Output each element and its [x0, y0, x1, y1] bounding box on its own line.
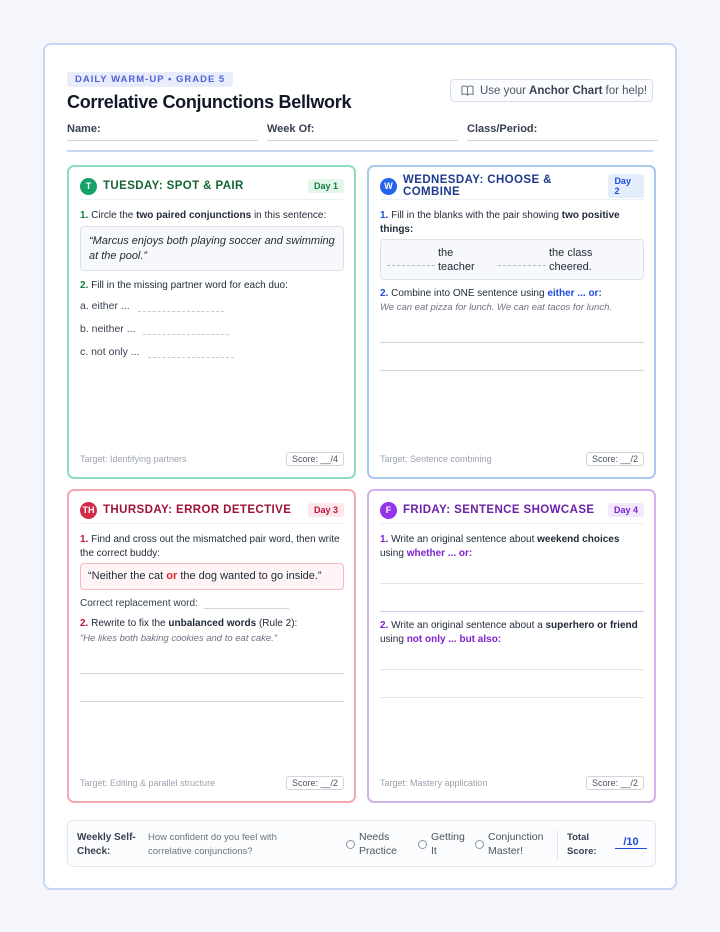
q-text: Combine into ONE sentence using: [391, 288, 545, 299]
radio-button[interactable]: [418, 840, 427, 849]
wednesday-q1: [380, 209, 644, 237]
blank-2[interactable]: [498, 265, 546, 266]
option-text: Getting: [431, 831, 465, 843]
wednesday-header: [380, 174, 644, 200]
thursday-score[interactable]: Score: __/2: [286, 776, 344, 790]
wednesday-hint: We can eat pizza for lunch. We can eat tacos for lunch.: [380, 302, 612, 313]
friday-score[interactable]: Score: __/2: [586, 776, 644, 790]
q-text: Find and cross out the mismatched pair word, then write the correct buddy:: [80, 534, 340, 559]
q-text: Fill in the blanks with the pair showing: [391, 210, 559, 221]
wednesday-footer: [380, 451, 644, 467]
option-needs-practice[interactable]: [346, 830, 397, 858]
question-line: How confident do you feel with: [148, 832, 277, 843]
thursday-target: Target: Editing & parallel structure: [80, 778, 216, 788]
label-line: Check:: [77, 846, 111, 857]
q-text: in this sentence:: [253, 210, 327, 221]
total-score-label: [567, 831, 597, 859]
q-text: Circle the: [91, 210, 134, 221]
friday-badge: F: [380, 502, 397, 519]
option-text: Conjunction: [488, 831, 544, 843]
radio-button[interactable]: [475, 840, 484, 849]
name-label: Name:: [67, 123, 101, 135]
q-pair: whether ... or:: [406, 548, 473, 559]
q-text: Write an original sentence about: [391, 534, 535, 545]
q-number: 1.: [80, 534, 89, 545]
divider: [557, 830, 558, 860]
box-part-2: the class cheered.: [549, 247, 593, 273]
self-check-label: [77, 831, 136, 859]
tuesday-q2: [80, 279, 344, 293]
wednesday-day: Day 2: [608, 174, 644, 198]
writing-line[interactable]: [380, 669, 644, 670]
thursday-badge: TH: [80, 502, 97, 519]
tuesday-footer: [80, 451, 344, 467]
thursday-hint: “He likes both baking cookies and to eat cake.”: [80, 633, 277, 644]
option-conjunction-master[interactable]: [475, 830, 543, 858]
answer-blank[interactable]: [148, 348, 234, 358]
thursday-q2: [80, 617, 344, 631]
thursday-title: THURSDAY: ERROR DETECTIVE: [103, 504, 292, 516]
tuesday-q1: [80, 209, 344, 223]
q-number: 1.: [80, 210, 89, 221]
weekly-self-check: [67, 820, 656, 867]
wednesday-fill-box: [380, 239, 644, 280]
thursday-footer: [80, 775, 344, 791]
q-number: 2.: [380, 620, 389, 631]
q-pair: not only ... but also:: [406, 634, 502, 645]
anchor-pre: Use your: [480, 84, 527, 97]
q-bold: unbalanced words: [168, 618, 257, 629]
option-text: It: [431, 845, 437, 857]
class-label: Class/Period:: [467, 123, 538, 135]
total-score-value[interactable]: /10: [615, 836, 647, 849]
q-number: 2.: [80, 280, 89, 291]
wednesday-title: WEDNESDAY: CHOOSE & COMBINE: [403, 174, 552, 198]
box-part-1: the teacher: [438, 247, 475, 273]
tuesday-card: [67, 165, 356, 479]
item-label: a. either ...: [80, 300, 130, 312]
tuesday-title: TUESDAY: SPOT & PAIR: [103, 180, 244, 192]
total-line: Total: [567, 832, 589, 843]
total-line: Score:: [567, 846, 597, 857]
page-title: Correlative Conjunctions Bellwork: [67, 92, 352, 112]
class-field[interactable]: [467, 123, 658, 141]
q-bold: weekend choices: [537, 534, 620, 545]
writing-line[interactable]: [380, 697, 644, 698]
tuesday-score[interactable]: Score: __/4: [286, 452, 344, 466]
thursday-card: [67, 489, 356, 803]
wednesday-badge: W: [380, 178, 397, 195]
anchor-post: for help!: [605, 84, 648, 97]
writing-line[interactable]: [80, 701, 344, 702]
wednesday-score[interactable]: Score: __/2: [586, 452, 644, 466]
q-text: using: [380, 634, 404, 645]
tuesday-target: Target: Identifying partners: [80, 454, 187, 464]
friday-title: FRIDAY: SENTENCE SHOWCASE: [403, 504, 595, 516]
writing-line[interactable]: [380, 583, 644, 584]
friday-target: Target: Mastery application: [380, 778, 488, 788]
tuesday-item-b[interactable]: [80, 323, 229, 335]
wednesday-q2: [380, 287, 644, 301]
tuesday-item-c[interactable]: [80, 346, 234, 358]
label-line: Weekly Self-: [77, 832, 136, 843]
item-label: b. neither ...: [80, 323, 136, 335]
wednesday-target: Target: Sentence combining: [380, 454, 492, 464]
tuesday-badge: T: [80, 178, 97, 195]
option-getting-it[interactable]: [418, 830, 465, 858]
friday-header: [380, 501, 644, 524]
answer-blank[interactable]: [138, 302, 224, 312]
header-divider: [67, 150, 653, 152]
blank-1[interactable]: [387, 265, 435, 266]
self-check-question: [148, 831, 277, 859]
friday-q1: [380, 533, 644, 561]
q-text: Write an original sentence about a: [391, 620, 543, 631]
item-label: c. not only ...: [80, 346, 140, 358]
friday-footer: [380, 775, 644, 791]
anchor-bold: Anchor Chart: [529, 84, 603, 97]
q-bold: two positive things:: [380, 210, 620, 235]
q-text: using: [380, 548, 404, 559]
grade-tag: DAILY WARM-UP • GRADE 5: [67, 72, 233, 87]
q-text: (Rule 2):: [258, 618, 298, 629]
q-number: 2.: [380, 288, 389, 299]
q-pair: either ... or:: [547, 288, 602, 299]
thursday-day: Day 3: [308, 503, 344, 517]
week-label: Week Of:: [267, 123, 315, 135]
q-text: Fill in the missing partner word for each duo:: [91, 280, 288, 291]
option-text: Needs: [359, 831, 390, 843]
replacement-label: Correct replacement word:: [80, 598, 198, 609]
tuesday-quote[interactable]: “Marcus enjoys both playing soccer and swimming at the pool.”: [80, 226, 344, 271]
tuesday-day: Day 1: [308, 179, 344, 193]
replacement-row: [80, 597, 289, 609]
sentence-text: the dog wanted to go inside.”: [180, 570, 322, 582]
thursday-header: [80, 501, 344, 524]
sentence-text: “Neither the cat: [88, 570, 164, 582]
name-field[interactable]: [67, 123, 258, 141]
friday-q2: [380, 619, 644, 647]
thursday-q1: [80, 533, 344, 561]
q-bold: superhero or friend: [545, 620, 638, 631]
question-line: correlative conjunctions?: [148, 846, 253, 857]
option-text: Practice: [359, 845, 397, 857]
friday-day: Day 4: [608, 503, 644, 517]
tuesday-item-a[interactable]: [80, 300, 224, 312]
q-number: 1.: [380, 534, 389, 545]
q-number: 1.: [380, 210, 389, 221]
option-text: Master!: [488, 845, 524, 857]
writing-line[interactable]: [380, 370, 644, 371]
week-field[interactable]: [267, 123, 458, 141]
mismatched-word[interactable]: or: [166, 570, 178, 582]
replacement-blank[interactable]: [204, 597, 289, 609]
friday-card: [367, 489, 656, 803]
q-number: 2.: [80, 618, 89, 629]
tuesday-header: [80, 177, 344, 200]
answer-blank[interactable]: [143, 325, 229, 335]
writing-line[interactable]: [380, 342, 644, 343]
thursday-sentence[interactable]: [80, 563, 344, 590]
book-icon: [461, 85, 474, 96]
wednesday-card: [367, 165, 656, 479]
writing-line[interactable]: [80, 673, 344, 674]
section-divider: [380, 611, 644, 612]
worksheet: [43, 43, 677, 890]
anchor-chart-tip: [450, 79, 653, 102]
q-text: Rewrite to fix the: [91, 618, 166, 629]
q-bold: two paired conjunctions: [136, 210, 252, 221]
radio-button[interactable]: [346, 840, 355, 849]
